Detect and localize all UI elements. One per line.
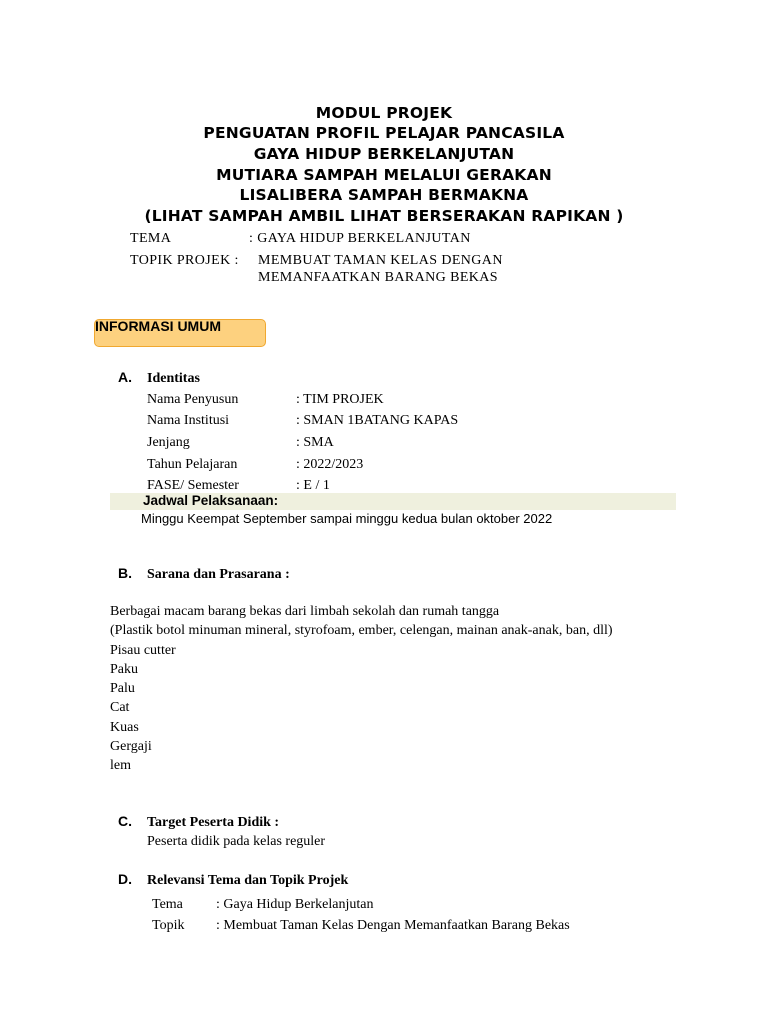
topik-value-line-2: MEMANFAATKAN BARANG BEKAS (258, 270, 498, 285)
relevansi-label: Tema (152, 897, 183, 912)
identity-label: Nama Penyusun (147, 392, 239, 407)
list-item: Cat (110, 700, 130, 715)
list-item: Gergaji (110, 739, 152, 754)
section-c-heading: Target Peserta Didik : (147, 815, 280, 830)
section-b-letter: B. (118, 565, 132, 581)
list-item: Berbagai macam barang bekas dari limbah sekolah dan rumah tangga (110, 604, 500, 619)
list-item: (Plastik botol minuman mineral, styrofoam, ember, celengan, mainan anak-anak, ban, dll) (110, 623, 613, 638)
relevansi-label: Topik (152, 918, 185, 933)
subtitle-line-4: LISALIBERA SAMPAH BERMAKNA (239, 186, 529, 204)
target-text: Peserta didik pada kelas reguler (147, 834, 326, 849)
identity-label: FASE/ Semester (147, 478, 239, 493)
list-item: Palu (110, 681, 135, 696)
list-item: Kuas (110, 720, 139, 735)
info-umum-heading: INFORMASI UMUM (95, 318, 221, 334)
section-b-heading: Sarana dan Prasarana : (147, 567, 290, 582)
section-d-letter: D. (118, 871, 132, 887)
jadwal-label: Jadwal Pelaksanaan: (143, 493, 279, 508)
list-item: Paku (110, 662, 138, 677)
tema-value: : GAYA HIDUP BERKELANJUTAN (249, 231, 471, 246)
identity-value: : SMA (296, 435, 334, 450)
identity-label: Jenjang (147, 435, 190, 450)
section-a-letter: A. (118, 369, 132, 385)
relevansi-value: : Gaya Hidup Berkelanjutan (216, 897, 374, 912)
subtitle-line-1: PENGUATAN PROFIL PELAJAR PANCASILA (203, 124, 565, 142)
topik-value-line-1: MEMBUAT TAMAN KELAS DENGAN (258, 253, 503, 268)
section-c-letter: C. (118, 813, 132, 829)
identity-value: : E / 1 (296, 478, 330, 493)
section-d-heading: Relevansi Tema dan Topik Projek (147, 873, 349, 888)
list-item: lem (110, 758, 131, 773)
list-item: Pisau cutter (110, 643, 176, 658)
identity-label: Tahun Pelajaran (147, 457, 238, 472)
identity-value: : TIM PROJEK (296, 392, 384, 407)
subtitle-line-2: GAYA HIDUP BERKELANJUTAN (253, 145, 515, 163)
identity-value: : SMAN 1BATANG KAPAS (296, 413, 459, 428)
topik-label: TOPIK PROJEK : (130, 253, 239, 268)
jadwal-value: Minggu Keempat September sampai minggu kedua bulan oktober 2022 (141, 511, 553, 526)
module-title: MODUL PROJEK (315, 104, 453, 122)
relevansi-value: : Membuat Taman Kelas Dengan Memanfaatkan Barang Bekas (216, 918, 570, 933)
tema-label: TEMA (130, 231, 172, 246)
identity-value: : 2022/2023 (296, 457, 364, 472)
subtitle-line-5: (LIHAT SAMPAH AMBIL LIHAT BERSERAKAN RAPIKAN ) (144, 207, 624, 225)
identity-label: Nama Institusi (147, 413, 230, 428)
section-a-heading: Identitas (147, 371, 200, 386)
subtitle-line-3: MUTIARA SAMPAH MELALUI GERAKAN (216, 166, 552, 184)
